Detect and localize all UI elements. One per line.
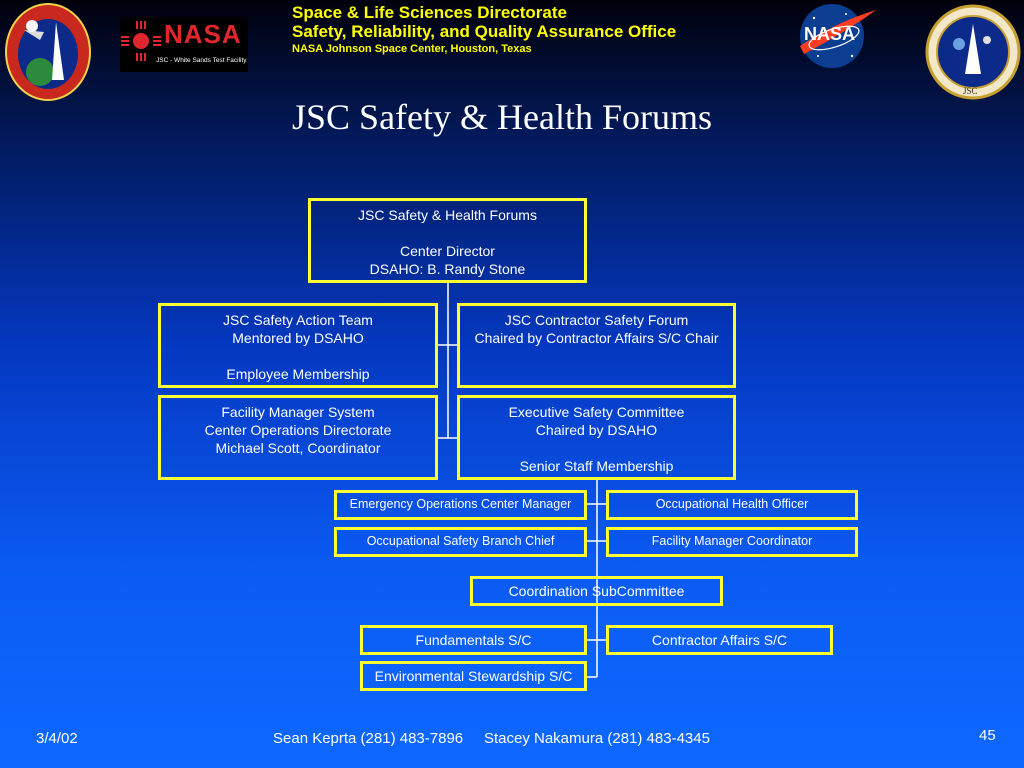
box-line: Employee Membership bbox=[226, 366, 370, 382]
box-line: DSAHO: B. Randy Stone bbox=[369, 261, 526, 277]
box-line: JSC Safety & Health Forums bbox=[358, 207, 537, 223]
box-line: Senior Staff Membership bbox=[519, 458, 674, 474]
box-line: Occupational Safety Branch Chief bbox=[366, 534, 555, 548]
box-line: Facility Manager Coordinator bbox=[651, 534, 813, 548]
box-line bbox=[161, 347, 435, 365]
box-line: Executive Safety Committee bbox=[508, 404, 685, 420]
eoc-manager-box bbox=[334, 490, 587, 520]
box-line: Emergency Operations Center Manager bbox=[349, 497, 572, 511]
occupational-safety-chief-box bbox=[334, 527, 587, 557]
box-line: Center Director bbox=[400, 243, 495, 259]
occupational-health-officer-box bbox=[606, 490, 858, 520]
box-line: Fundamentals S/C bbox=[415, 632, 532, 648]
footer-date: 3/4/02 bbox=[36, 730, 78, 747]
facility-manager-coordinator-box bbox=[606, 527, 858, 557]
environmental-stewardship-sc-box bbox=[360, 661, 587, 691]
box-line bbox=[311, 224, 584, 242]
nasa-meatball-word: NASA bbox=[804, 24, 856, 44]
wstf-logo-caption: JSC - White Sands Test Facility bbox=[156, 57, 247, 64]
box-line: Mentored by DSAHO bbox=[232, 330, 364, 346]
jsc-seal-text: JSC bbox=[963, 86, 978, 96]
box-line: JSC Safety Action Team bbox=[223, 312, 373, 328]
box-line: Chaired by Contractor Affairs S/C Chair bbox=[474, 330, 719, 346]
box-line: Facility Manager System bbox=[221, 404, 375, 420]
slide-title: JSC Safety & Health Forums bbox=[292, 97, 712, 137]
coordination-subcommittee-box bbox=[470, 576, 723, 606]
fundamentals-sc-box bbox=[360, 625, 587, 655]
facility-manager-system-box bbox=[158, 395, 438, 480]
header-directorate: Space & Life Sciences Directorate bbox=[292, 3, 567, 22]
safety-health-forums-box bbox=[308, 198, 587, 283]
contractor-safety-forum-box bbox=[457, 303, 736, 388]
page-number: 45 bbox=[979, 727, 996, 744]
safety-action-team-box bbox=[158, 303, 438, 388]
executive-safety-committee-box bbox=[457, 395, 736, 480]
box-line: JSC Contractor Safety Forum bbox=[504, 312, 689, 328]
box-line: Chaired by DSAHO bbox=[535, 422, 658, 438]
box-line: Environmental Stewardship S/C bbox=[374, 668, 573, 684]
box-line: Michael Scott, Coordinator bbox=[215, 440, 381, 456]
header-office: Safety, Reliability, and Quality Assurance Office bbox=[292, 22, 677, 41]
box-line: Center Operations Directorate bbox=[204, 422, 392, 438]
contractor-affairs-sc-box bbox=[606, 625, 833, 655]
box-line bbox=[460, 439, 733, 457]
box-line: Coordination SubCommittee bbox=[508, 583, 685, 599]
box-line: Occupational Health Officer bbox=[655, 497, 809, 511]
header-location: NASA Johnson Space Center, Houston, Texas bbox=[292, 43, 532, 55]
wstf-logo-word: NASA bbox=[164, 19, 242, 49]
footer-contacts: Sean Keprta (281) 483-7896 Stacey Nakamura (281) 483-4345 bbox=[273, 730, 710, 747]
box-line: Contractor Affairs S/C bbox=[651, 632, 788, 648]
